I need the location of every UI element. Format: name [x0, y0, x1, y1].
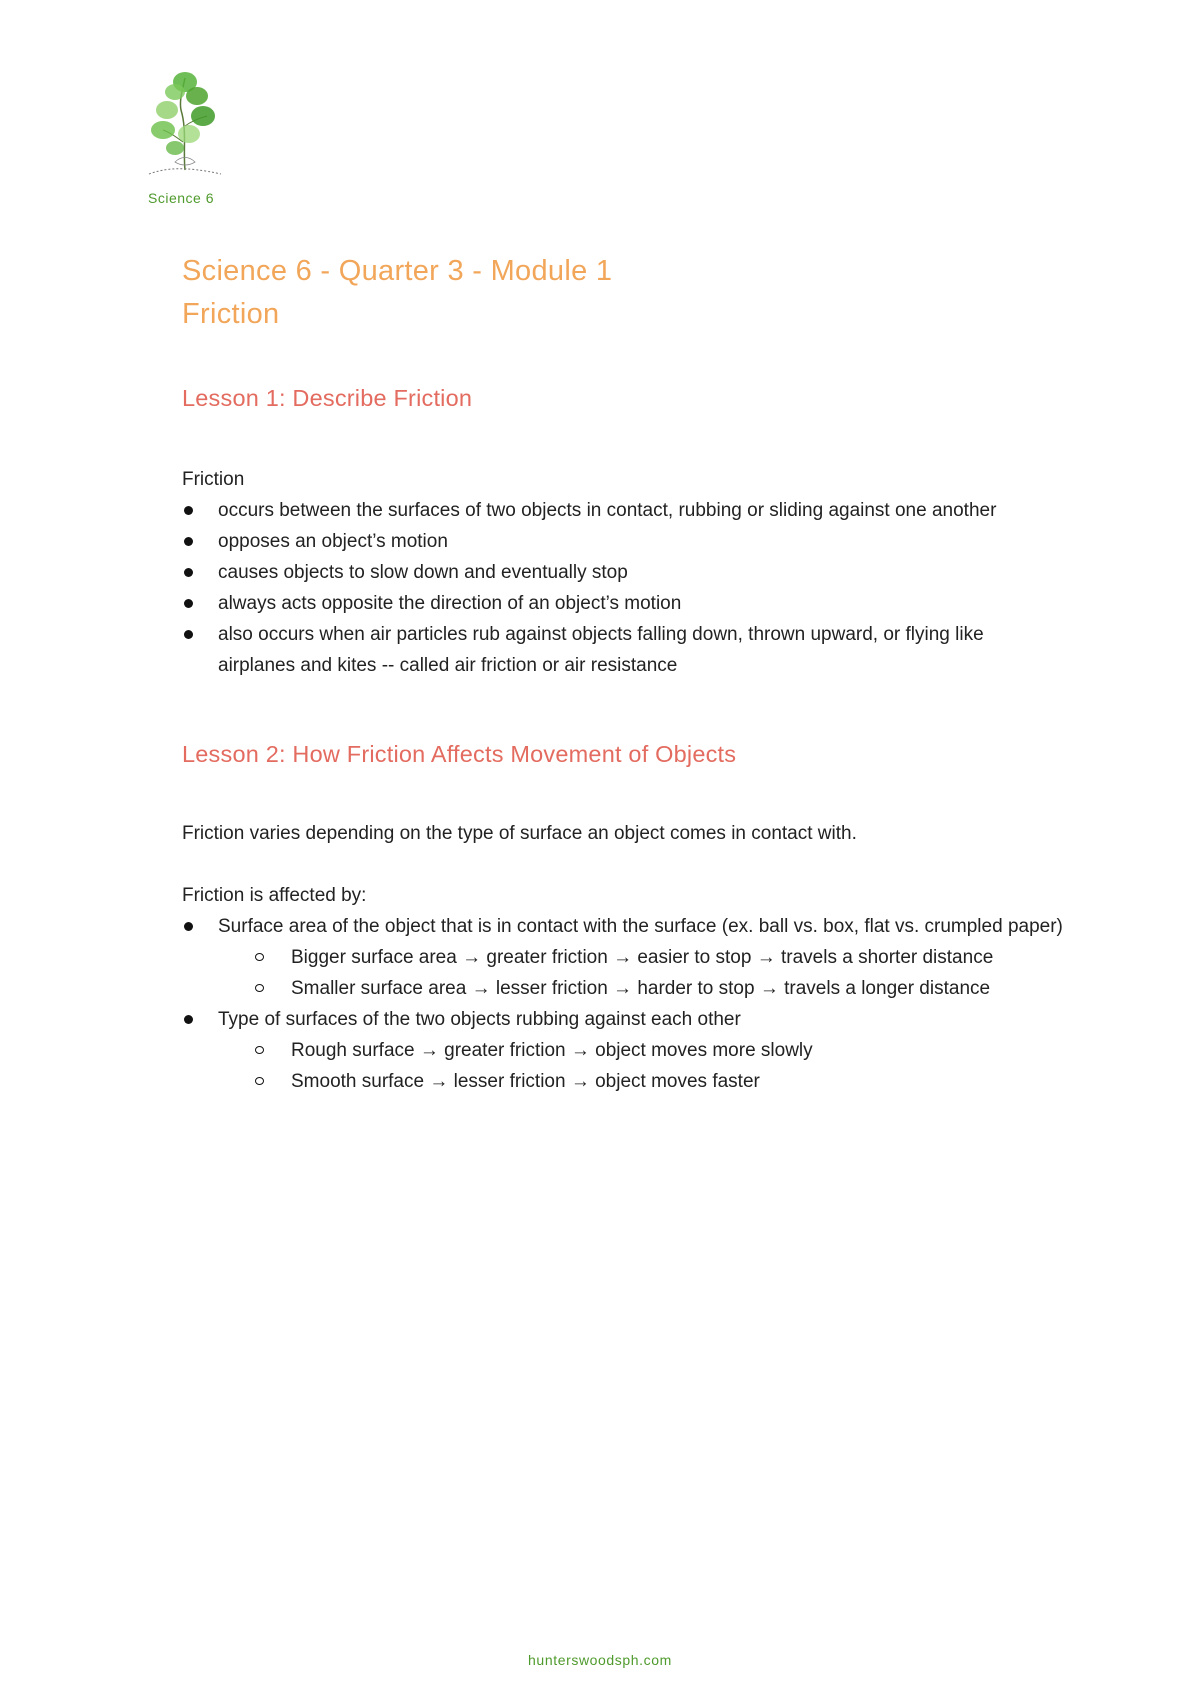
list-item — [182, 619, 1028, 681]
affected-by-label: Friction is affected by: — [182, 885, 367, 906]
list-item — [182, 588, 1082, 619]
list-item-text: always acts opposite the direction of an object’s motion — [218, 593, 682, 614]
lesson-1-heading: Lesson 1: Describe Friction — [182, 385, 473, 411]
bullet-icon — [184, 599, 193, 608]
bullet-icon — [184, 506, 193, 515]
lesson-1-bullet-list — [182, 495, 1082, 681]
plant-sprout-icon — [145, 70, 225, 180]
list-item — [182, 911, 1088, 1004]
sub-list-item — [291, 942, 1088, 973]
list-item-text: also occurs when air particles rub against objects falling down, thrown upward, or flying like airplanes and kites -- called air friction or air resistance — [218, 624, 984, 676]
bullet-icon — [184, 630, 193, 639]
sub-list-item-text: Rough surface → greater friction → object moves more slowly — [291, 1040, 813, 1061]
hollow-bullet-icon — [255, 1046, 264, 1054]
footer-website-link[interactable]: hunterswoodsph.com — [528, 1652, 672, 1668]
bullet-icon — [184, 568, 193, 577]
title-line-topic: Friction — [182, 298, 280, 330]
list-item-text: occurs between the surfaces of two objects in contact, rubbing or sliding against one another — [218, 500, 997, 521]
lesson-2-heading: Lesson 2: How Friction Affects Movement of Objects — [182, 741, 737, 767]
lesson-1-intro: Friction — [182, 469, 245, 490]
sub-list-item — [291, 973, 1088, 1004]
lesson-2-factor-list — [182, 911, 1082, 1097]
hollow-bullet-icon — [255, 953, 264, 961]
sub-list — [218, 1035, 1082, 1097]
bullet-icon — [184, 537, 193, 546]
lesson-2-intro: Friction varies depending on the type of surface an object comes in contact with. — [182, 823, 857, 844]
hollow-bullet-icon — [255, 1077, 264, 1085]
sub-list-item-text: Bigger surface area → greater friction → easier to stop → travels a shorter distance — [291, 947, 994, 968]
page-title — [182, 250, 612, 336]
list-item-text: opposes an object’s motion — [218, 531, 448, 552]
logo-caption: Science 6 — [148, 190, 214, 206]
bullet-icon — [184, 1015, 193, 1024]
sub-list-item — [291, 1035, 1082, 1066]
sub-list-item-text: Smooth surface → lesser friction → object moves faster — [291, 1071, 760, 1092]
list-item-text: Surface area of the object that is in contact with the surface (ex. ball vs. box, flat vs. crumpled paper) — [218, 916, 1063, 937]
list-item — [182, 526, 1082, 557]
sub-list-item — [291, 1066, 1082, 1097]
list-item-text: causes objects to slow down and eventually stop — [218, 562, 628, 583]
hollow-bullet-icon — [255, 984, 264, 992]
list-item — [182, 557, 1082, 588]
list-item — [182, 1004, 1082, 1097]
list-item-text: Type of surfaces of the two objects rubbing against each other — [218, 1009, 741, 1030]
sub-list — [218, 942, 1088, 1004]
title-line-module: Science 6 - Quarter 3 - Module 1 — [182, 255, 613, 287]
bullet-icon — [184, 922, 193, 931]
list-item — [182, 495, 1082, 526]
sub-list-item-text: Smaller surface area → lesser friction → harder to stop → travels a longer distance — [291, 978, 991, 999]
